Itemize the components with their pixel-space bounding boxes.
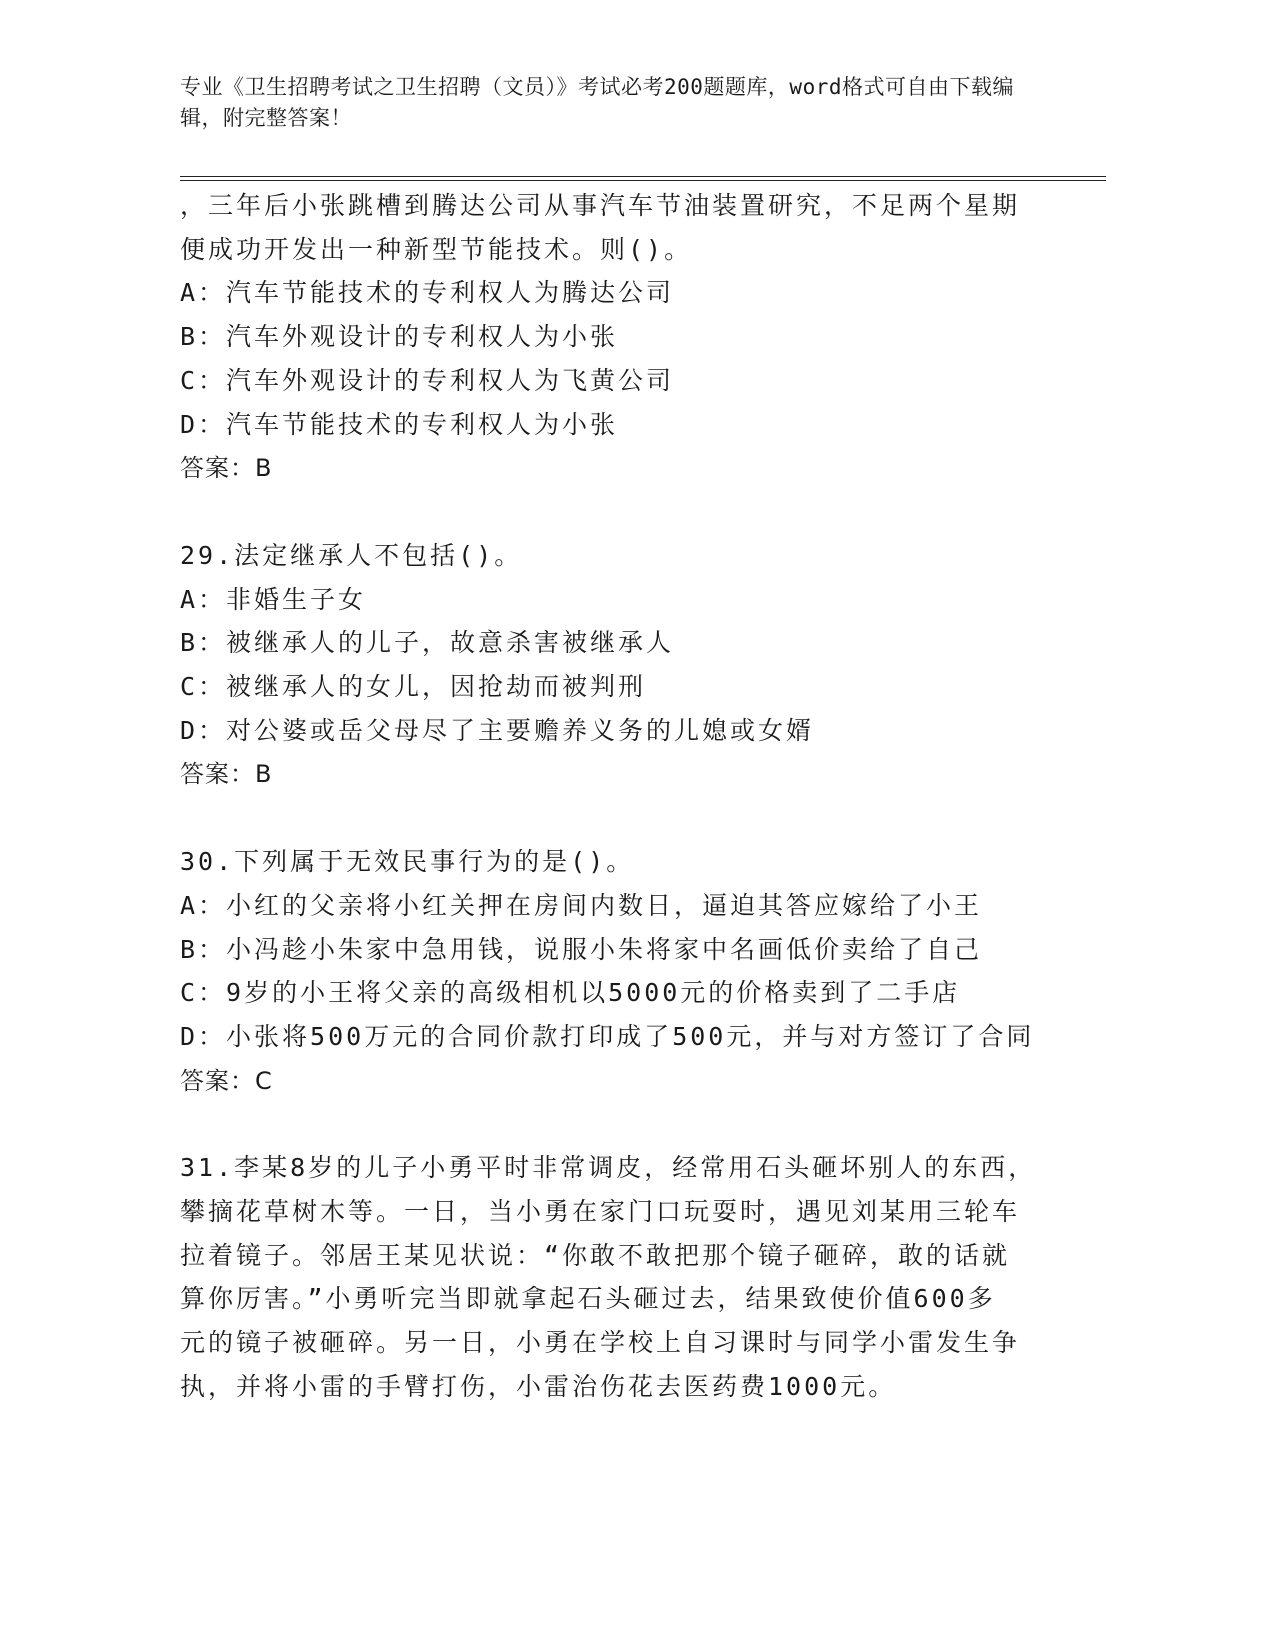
question-29 <box>180 534 1060 797</box>
question-30 <box>180 840 1060 1103</box>
question-28-stem-line: ，三年后小张跳槽到腾达公司从事汽车节油装置研究，不足两个星期 <box>180 191 1021 220</box>
question-30-answer: 答案：C <box>180 1066 273 1095</box>
question-30-stem: 30.下列属于无效民事行为的是()。 <box>180 847 635 877</box>
question-30-option-b: B：小冯趁小朱家中急用钱，说服小朱将家中名画低价卖给了自己 <box>180 934 983 964</box>
spacer <box>180 490 1060 534</box>
question-29-option-b: B：被继承人的儿子，故意杀害被继承人 <box>180 628 675 658</box>
question-31-stem-line: 元的镜子被砸碎。另一日，小勇在学校上自习课时与同学小雷发生争 <box>180 1328 1021 1358</box>
question-29-stem: 29.法定继承人不包括()。 <box>180 540 523 570</box>
question-29-option-c: C：被继承人的女儿，因抢劫而被判刑 <box>180 672 647 702</box>
question-30-option-c: C：9岁的小王将父亲的高级相机以5000元的价格卖到了二手店 <box>180 978 961 1008</box>
question-29-answer: 答案：B <box>180 760 273 789</box>
spacer <box>180 1103 1060 1147</box>
question-28-option-a: A：汽车节能技术的专利权人为腾达公司 <box>180 278 675 308</box>
question-31-stem-line: 拉着镜子。邻居王某见状说：“你敢不敢把那个镜子砸碎，敢的话就 <box>180 1240 1011 1270</box>
question-28-answer: 答案：B <box>180 454 273 483</box>
question-31-stem-line: 算你厉害。”小勇听完当即就拿起石头砸过去，结果致使价值600多 <box>180 1284 996 1314</box>
question-28-option-b: B：汽车外观设计的专利权人为小张 <box>180 322 619 352</box>
question-29-option-d: D：对公婆或岳父母尽了主要赡养义务的儿媳或女婿 <box>180 715 815 745</box>
header-divider <box>180 176 1106 181</box>
spacer <box>180 796 1060 840</box>
question-28-stem-line: 便成功开发出一种新型节能技术。则()。 <box>180 234 693 264</box>
question-31-stem-line: 31.李某8岁的儿子小勇平时非常调皮，经常用石头砸坏别人的东西， <box>180 1153 1037 1183</box>
question-28 <box>180 184 1060 490</box>
document-header: 专业《卫生招聘考试之卫生招聘（文员）》考试必考200题题库，word格式可自由下载编辑，附完整答案！ <box>180 75 1014 130</box>
question-31 <box>180 1146 1060 1408</box>
question-29-option-a: A：非婚生子女 <box>180 584 367 614</box>
question-content <box>180 184 1060 1409</box>
question-30-option-a: A：小红的父亲将小红关押在房间内数日，逼迫其答应嫁给了小王 <box>180 890 983 920</box>
question-31-stem-line: 攀摘花草树木等。一日，当小勇在家门口玩耍时，遇见刘某用三轮车 <box>180 1197 1021 1227</box>
question-28-option-d: D：汽车节能技术的专利权人为小张 <box>180 409 619 439</box>
question-31-stem-line: 执，并将小雷的手臂打伤，小雷治伤花去医药费1000元。 <box>180 1371 897 1401</box>
question-28-option-c: C：汽车外观设计的专利权人为飞黄公司 <box>180 365 675 395</box>
question-30-option-d: D：小张将500万元的合同价款打印成了500元，并与对方签订了合同 <box>180 1021 1035 1051</box>
